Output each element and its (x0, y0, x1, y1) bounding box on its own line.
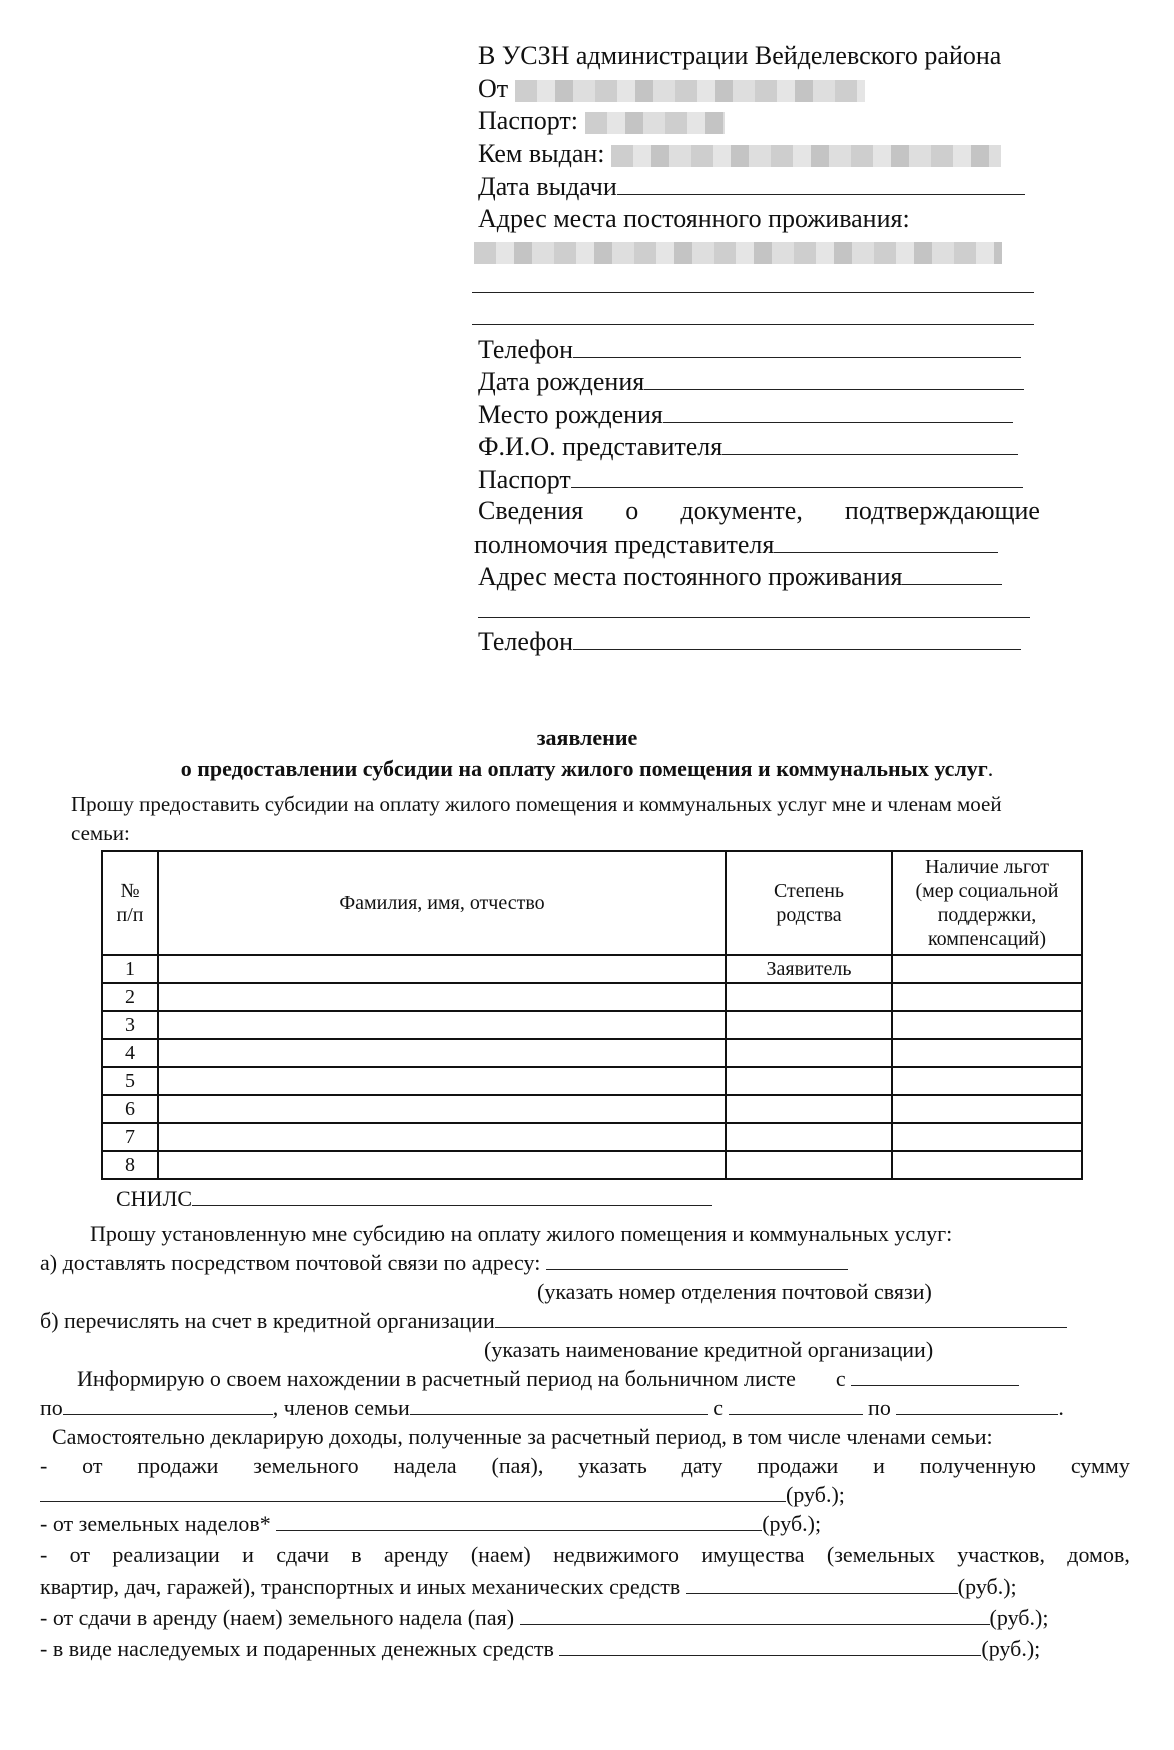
rep-passport-label: Паспорт (478, 464, 571, 494)
land-sale-word: (пая), (491, 1453, 544, 1478)
row-num: 8 (102, 1151, 158, 1179)
col-header-name (158, 851, 726, 955)
address-line: Адрес места постоянного проживания: (478, 203, 910, 233)
rep-name-line (478, 430, 1038, 463)
phone-field[interactable] (573, 333, 1021, 358)
property-line-2 (40, 1572, 1017, 1601)
property-word: (наем) (470, 1542, 531, 1567)
sick-from2-label: с (713, 1395, 724, 1420)
rep-doc-word: Сведения (478, 496, 584, 525)
row-num: 3 (102, 1011, 158, 1039)
sick-end: . (1058, 1395, 1064, 1420)
issued-by-line (478, 138, 1038, 171)
from-line (478, 73, 1038, 106)
col-header-relation (726, 851, 892, 955)
property-word: домов, (1067, 1542, 1130, 1567)
sick-label: Информирую о своем нахождении в расчетный период на больничном листе (77, 1366, 796, 1391)
row-benefits-cell[interactable] (892, 983, 1082, 1011)
rep-address-field[interactable] (902, 560, 1002, 585)
property-word: недвижимого (553, 1542, 680, 1567)
sick-members-label: , членов семьи (272, 1395, 410, 1420)
table-row (102, 1123, 1082, 1151)
birth-place-field[interactable] (663, 398, 1013, 423)
sick-line-2 (40, 1393, 1064, 1422)
land-sale-word: земельного (253, 1453, 359, 1478)
table-row (102, 1011, 1082, 1039)
sick-line-1 (77, 1364, 1019, 1393)
address-blank-1 (478, 268, 1038, 301)
land-plots-field[interactable] (276, 1510, 762, 1531)
land-sale-field[interactable] (40, 1481, 786, 1502)
property-field[interactable] (686, 1573, 958, 1594)
delivery-a-hint: (указать номер отделения почтовой связи) (537, 1279, 932, 1304)
property-word: и (242, 1542, 254, 1567)
property-word: участков, (957, 1542, 1045, 1567)
subtitle-text: о предоставлении субсидии на оплату жилого помещения и коммунальных услуг (180, 756, 988, 781)
sick-to-label: по (40, 1395, 63, 1420)
snils-field[interactable] (192, 1185, 712, 1206)
passport-label: Паспорт: (478, 106, 579, 135)
passport-line (478, 105, 1038, 138)
row-benefits-cell[interactable] (892, 1011, 1082, 1039)
intro-line-1: Прошу предоставить субсидии на оплату жилого помещения и коммунальных услуг мне и членам моей (71, 792, 1002, 816)
delivery-intro: Прошу установленную мне субсидию на оплату жилого помещения и коммунальных услуг: (90, 1221, 953, 1246)
birth-place-label: Место рождения (478, 399, 663, 429)
rub-label: (руб.); (981, 1636, 1041, 1661)
postal-address-field[interactable] (546, 1249, 848, 1270)
row-relation-cell[interactable] (726, 1067, 892, 1095)
land-sale-line (40, 1451, 1130, 1480)
header-text: Степень родства (773, 880, 845, 926)
birth-place-line (478, 398, 1038, 431)
land-sale-word: от (82, 1453, 103, 1478)
sick-members-field[interactable] (410, 1394, 708, 1415)
land-sale-amount-line (40, 1480, 845, 1509)
delivery-b-label: б) перечислять на счет в кредитной организации (40, 1308, 495, 1333)
land-sale-word: полученную (919, 1453, 1036, 1478)
rep-phone-line (478, 625, 1038, 658)
row-name-cell[interactable] (158, 1039, 726, 1067)
rep-address-blank (478, 593, 1038, 626)
land-sale-word: и (873, 1453, 885, 1478)
row-name-cell[interactable] (158, 1123, 726, 1151)
sick-from-field[interactable] (851, 1365, 1019, 1386)
addressee-line: В УСЗН администрации Вейделевского района (478, 41, 1002, 70)
property-word: реализации (112, 1542, 220, 1567)
intro-line-2: семьи: (71, 821, 130, 845)
row-relation-cell[interactable] (726, 1151, 892, 1179)
family-table (101, 850, 1083, 1180)
delivery-b-line (40, 1306, 1067, 1335)
gifts-line (40, 1634, 1040, 1663)
row-num: 2 (102, 983, 158, 1011)
snils-label: СНИЛС (116, 1186, 193, 1211)
rep-phone-field[interactable] (573, 625, 1021, 650)
col-header-benefits (892, 851, 1082, 955)
rub-label: (руб.); (762, 1511, 822, 1536)
property-word: - (40, 1542, 48, 1567)
address-field-1[interactable] (472, 268, 1034, 293)
rep-passport-line (478, 463, 1038, 496)
row-benefits-cell[interactable] (892, 1095, 1082, 1123)
property-word: аренду (384, 1542, 449, 1567)
row-name-cell[interactable] (158, 983, 726, 1011)
row-num: 5 (102, 1067, 158, 1095)
sick-to-field[interactable] (63, 1394, 273, 1415)
rub-label: (руб.); (989, 1605, 1049, 1630)
birth-date-label: Дата рождения (478, 367, 645, 396)
row-relation-cell[interactable] (726, 1123, 892, 1151)
address-blank-2 (478, 300, 1038, 333)
redacted-issuer (611, 145, 1001, 167)
birth-date-field[interactable] (644, 365, 1024, 390)
birth-date-line (478, 365, 1038, 398)
document-subtitle: о предоставлении субсидии на оплату жилого помещения и коммунальных услуг. (180, 756, 994, 781)
redacted-name (515, 80, 865, 102)
row-num: 4 (102, 1039, 158, 1067)
row-benefits-cell[interactable] (892, 1067, 1082, 1095)
rep-doc-word: о (625, 496, 639, 525)
sick-to2-label: по (868, 1395, 891, 1420)
rep-phone-label: Телефон (478, 627, 574, 656)
issue-date-field[interactable] (617, 170, 1025, 195)
row-num: 6 (102, 1095, 158, 1123)
table-row (102, 1067, 1082, 1095)
table-header-row (102, 851, 1082, 955)
redacted-address (474, 242, 1002, 264)
rep-address-line (478, 560, 1038, 593)
land-rent-field[interactable] (520, 1604, 990, 1625)
land-sale-word: продажи (137, 1453, 219, 1478)
land-plots-line (40, 1509, 821, 1538)
land-rent-line (40, 1603, 1048, 1632)
rep-address-label: Адрес места постоянного проживания (478, 562, 903, 591)
land-sale-word: дату (681, 1453, 723, 1478)
col-header-num (102, 851, 158, 955)
rub-label: (руб.); (786, 1482, 845, 1507)
addressee-block (474, 40, 1040, 658)
address-redacted-line (478, 235, 1038, 268)
rep-address-field-2[interactable] (478, 593, 1030, 618)
document-title: заявление (536, 725, 638, 750)
snils-line (116, 1184, 712, 1213)
row-name-cell[interactable] (158, 1011, 726, 1039)
row-relation-cell[interactable]: Заявитель (726, 955, 892, 983)
row-name-cell[interactable] (158, 1095, 726, 1123)
property-word: сдачи (276, 1542, 329, 1567)
gifts-label: - в виде наследуемых и подаренных денежных средств (40, 1636, 554, 1661)
delivery-a-label: а) доставлять посредством почтовой связи по адресу: (40, 1250, 541, 1275)
rep-doc-word: подтверждающие (844, 496, 1040, 525)
row-name-cell[interactable] (158, 955, 726, 983)
land-plots-label: - от земельных наделов* (40, 1511, 271, 1536)
header-text: Наличие льгот (мер социальной поддержки, компенсаций) (915, 856, 1059, 950)
row-name-cell[interactable] (158, 1067, 726, 1095)
header-text: № п/п (116, 880, 144, 926)
rep-name-label: Ф.И.О. представителя (478, 432, 723, 461)
row-relation-cell[interactable] (726, 1011, 892, 1039)
rep-doc-word: документе, (680, 496, 803, 525)
row-name-cell[interactable] (158, 1151, 726, 1179)
rub-label: (руб.); (957, 1574, 1017, 1599)
table-row (102, 955, 1082, 983)
sick-to2-field[interactable] (896, 1394, 1058, 1415)
rep-doc-field[interactable] (774, 528, 998, 553)
land-sale-word: - (40, 1453, 48, 1478)
address-field-2[interactable] (472, 300, 1034, 325)
delivery-a-line (40, 1248, 848, 1277)
redacted-passport (585, 112, 725, 134)
property-line (40, 1540, 1130, 1569)
table-row (102, 1095, 1082, 1123)
row-relation-cell[interactable] (726, 1095, 892, 1123)
land-rent-label: - от сдачи в аренду (наем) земельного надела (пая) (40, 1605, 515, 1630)
phone-line (478, 333, 1038, 366)
land-sale-word: надела (393, 1453, 457, 1478)
table-row (102, 983, 1082, 1011)
bank-field[interactable] (495, 1307, 1067, 1328)
income-intro: Самостоятельно декларирую доходы, полученные за расчетный период, в том числе членами семьи: (52, 1424, 993, 1449)
sick-from-label: с (835, 1366, 846, 1391)
row-benefits-cell[interactable] (892, 1039, 1082, 1067)
issue-date-line (478, 170, 1038, 203)
rep-passport-field[interactable] (571, 463, 1023, 488)
issue-date-label: Дата выдачи (478, 172, 617, 201)
land-sale-word: продажи (757, 1453, 839, 1478)
property-word: (земельных (826, 1542, 935, 1567)
property-word: в (351, 1542, 362, 1567)
land-sale-word: указать (578, 1453, 647, 1478)
rep-doc-line (478, 495, 1040, 528)
table-row (102, 1039, 1082, 1067)
rep-doc-line2 (474, 528, 1038, 561)
property-word: от (69, 1542, 90, 1567)
row-benefits-cell[interactable] (892, 955, 1082, 983)
table-row (102, 1151, 1082, 1179)
row-num: 1 (102, 955, 158, 983)
property-label: квартир, дач, гаражей), транспортных и иных механических средств (40, 1574, 681, 1599)
phone-label: Телефон (478, 334, 574, 364)
property-word: имущества (701, 1542, 805, 1567)
land-sale-word: сумму (1070, 1453, 1130, 1478)
row-relation-cell[interactable] (726, 1039, 892, 1067)
issued-by-label: Кем выдан: (478, 138, 605, 168)
header-text: Фамилия, имя, отчество (339, 892, 545, 914)
row-relation-cell[interactable] (726, 983, 892, 1011)
delivery-b-hint: (указать наименование кредитной организации) (484, 1337, 934, 1362)
rep-name-field[interactable] (722, 430, 1018, 455)
row-num: 7 (102, 1123, 158, 1151)
gifts-field[interactable] (559, 1635, 981, 1656)
row-benefits-cell[interactable] (892, 1151, 1082, 1179)
sick-from2-field[interactable] (729, 1394, 863, 1415)
from-label: От (478, 73, 509, 103)
row-benefits-cell[interactable] (892, 1123, 1082, 1151)
rep-doc-label: полномочия представителя (474, 529, 775, 559)
